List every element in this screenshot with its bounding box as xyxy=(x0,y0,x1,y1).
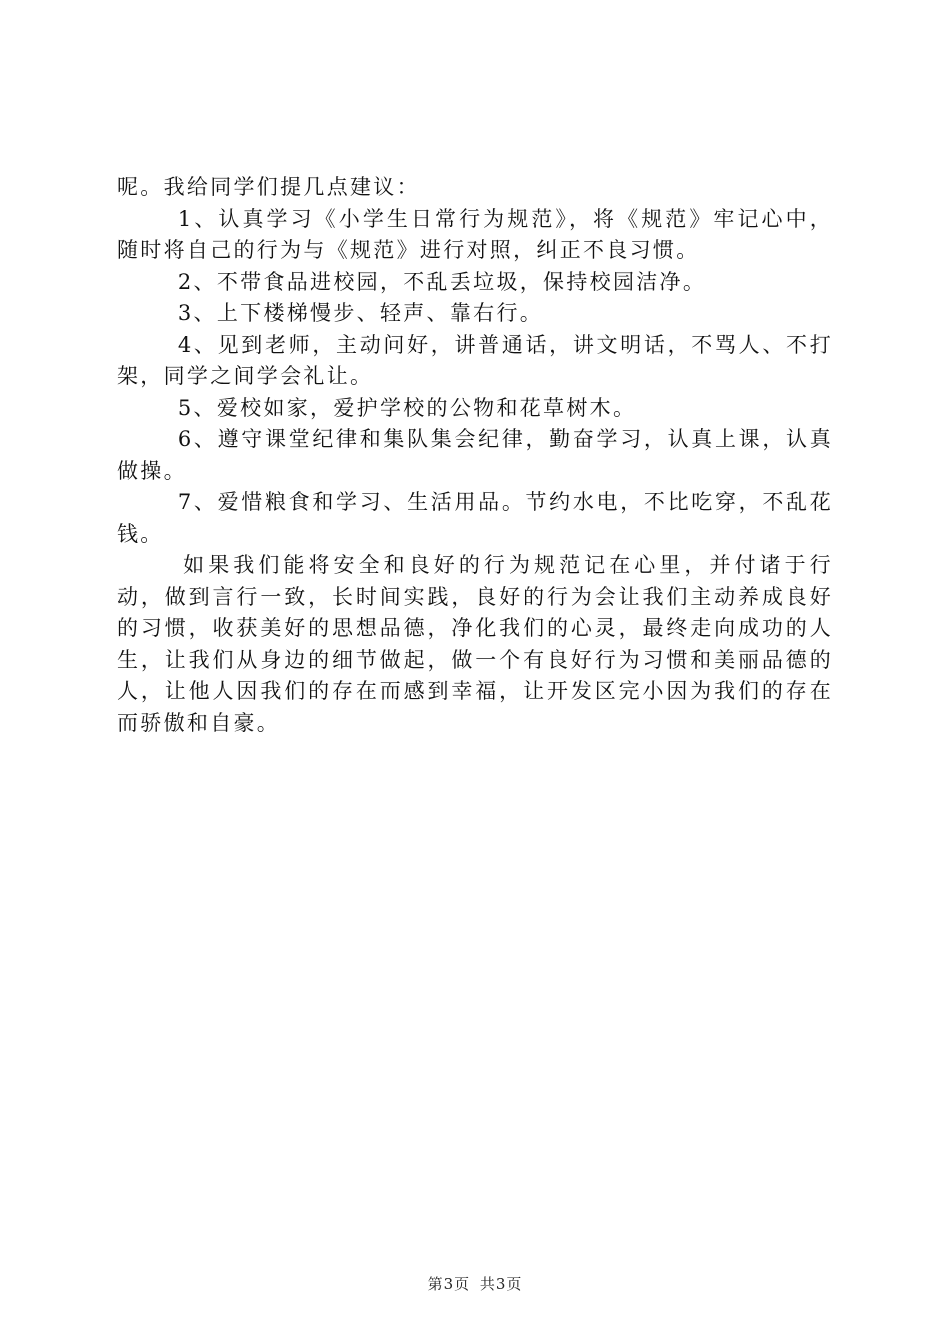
page-number: 第3页 xyxy=(427,1275,471,1293)
paragraph-item-3: 3、上下楼梯慢步、轻声、靠右行。 xyxy=(177,301,544,325)
page-total: 共3页 xyxy=(479,1275,523,1293)
paragraph-conclusion: 如果我们能将安全和良好的行为规范记在心里，并付诸于行动，做到言行一致，长时间实践，良好的行为会让我们主动养成良好的习惯，收获美好的思想品德，净化我们的心灵，最终走向成功的人生，让我们从身边的细节做起，做一个有良好行为习惯和美丽品德的人，让他人因我们的存在而感到幸福，让开发区完小因为我们的存在而骄傲和自豪。 xyxy=(117,553,833,735)
paragraph-item-7: 7、爱惜粮食和学习、生活用品。节约水电，不比吃穿，不乱花钱。 xyxy=(117,490,833,546)
paragraph-intro: 呢。我给同学们提几点建议： xyxy=(117,175,420,199)
paragraph-item-1: 1、认真学习《小学生日常行为规范》，将《规范》牢记心中，随时将自己的行为与《规范》进行对照，纠正不良习惯。 xyxy=(117,206,833,262)
document-body xyxy=(117,172,833,739)
paragraph-item-6: 6、遵守课堂纪律和集队集会纪律，勤奋学习，认真上课，认真做操。 xyxy=(117,427,833,483)
paragraph-item-5: 5、爱校如家，爱护学校的公物和花草树木。 xyxy=(177,395,637,420)
paragraph-item-2: 2、不带食品进校园，不乱丢垃圾，保持校园洁净。 xyxy=(177,269,707,294)
paragraph-item-4: 4、见到老师，主动问好，讲普通话，讲文明话，不骂人、不打架，同学之间学会礼让。 xyxy=(117,332,833,388)
page-footer xyxy=(0,1273,950,1294)
